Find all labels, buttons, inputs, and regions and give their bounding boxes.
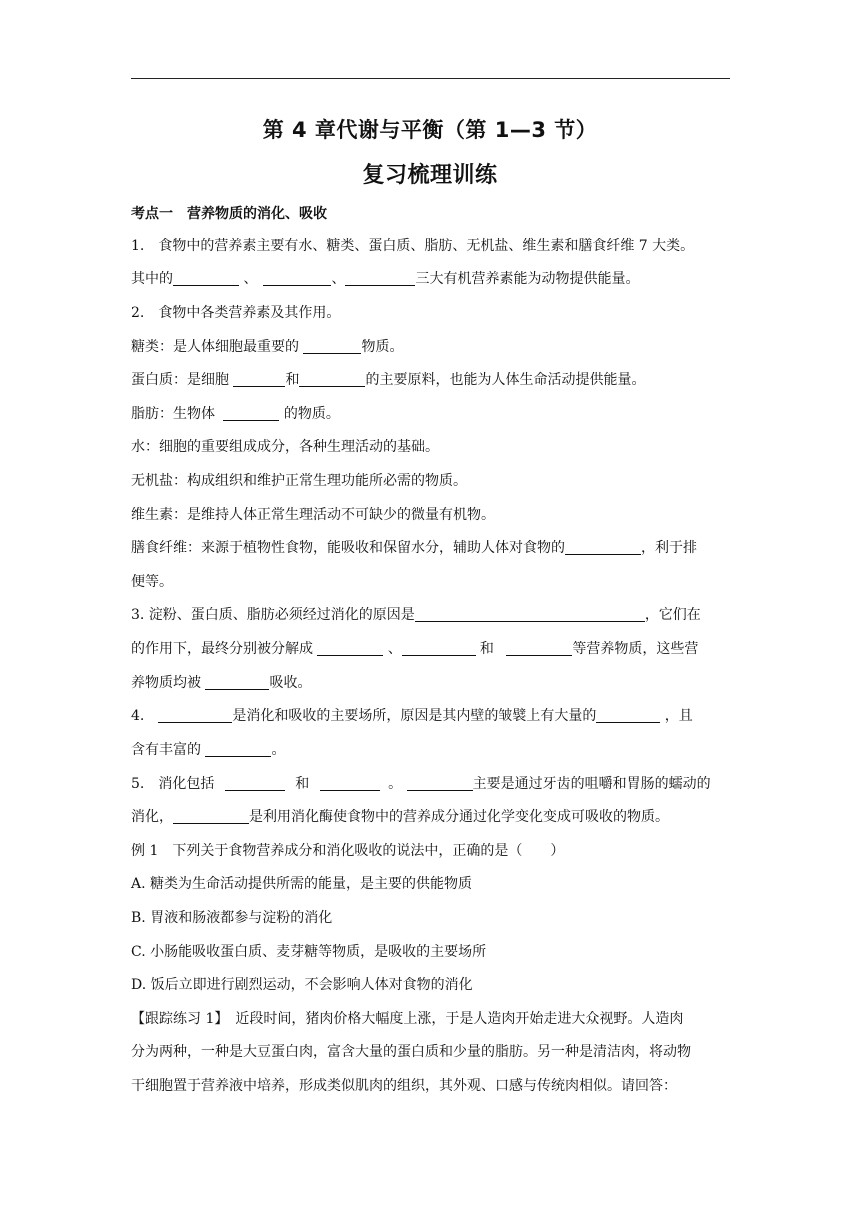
q4-line-2: 含有丰富的 。	[131, 742, 286, 758]
page-subtitle: 复习梳理训练	[362, 163, 498, 188]
fill-blank[interactable]	[173, 808, 249, 824]
q3-line-3: 养物质均被 吸收。	[131, 675, 312, 691]
fill-blank[interactable]	[225, 775, 285, 791]
fill-blank[interactable]	[173, 270, 239, 286]
fill-blank[interactable]	[233, 371, 285, 387]
q2-sugar: 糖类：是人体细胞最重要的 物质。	[131, 339, 404, 355]
fill-blank[interactable]	[303, 338, 361, 354]
q1-line-1: 1. 食物中的营养素主要有水、糖类、蛋白质、脂肪、无机盐、维生素和膳食纤维 7 大类。	[131, 238, 695, 254]
q2-mineral: 无机盐：构成组织和维护正常生理功能所必需的物质。	[131, 473, 467, 489]
fill-blank[interactable]	[565, 539, 641, 555]
q2-fiber-cont: 便等。	[131, 574, 173, 590]
q2-fat: 脂肪：生物体 的物质。	[131, 406, 340, 422]
option-c[interactable]: C. 小肠能吸收蛋白质、麦芽糖等物质，是吸收的主要场所	[131, 944, 487, 960]
q5-line-1: 5. 消化包括 和 。 主要是通过牙齿的咀嚼和胃肠的蠕动的	[131, 776, 711, 792]
q2-line-1: 2. 食物中各类营养素及其作用。	[131, 305, 341, 321]
q3-line-2: 的作用下，最终分别被分解成 、 和 等营养物质，这些营	[131, 641, 699, 657]
q2-vitamin: 维生素：是维持人体正常生理活动不可缺少的微量有机物。	[131, 507, 495, 523]
q4-line-1: 4. 是消化和吸收的主要场所，原因是其内壁的皱襞上有大量的 ，且	[131, 708, 693, 724]
fill-blank[interactable]	[345, 270, 415, 286]
fill-blank[interactable]	[158, 707, 232, 723]
q2-protein: 蛋白质：是细胞 和 的主要原料，也能为人体生命活动提供能量。	[131, 372, 646, 388]
fill-blank[interactable]	[263, 270, 331, 286]
fill-blank[interactable]	[205, 674, 269, 690]
fill-blank[interactable]	[205, 741, 271, 757]
fill-blank[interactable]	[506, 640, 572, 656]
q5-line-2: 消化， 是利用消化酶使食物中的营养成分通过化学变化变成可吸收的物质。	[131, 809, 669, 825]
q2-water: 水：细胞的重要组成成分，各种生理活动的基础。	[131, 439, 439, 455]
fill-blank[interactable]	[223, 405, 279, 421]
option-b[interactable]: B. 胃液和肠液都参与淀粉的消化	[131, 910, 333, 926]
fill-blank[interactable]	[596, 707, 660, 723]
fill-blank[interactable]	[320, 775, 380, 791]
practice-line-3: 干细胞置于营养液中培养，形成类似肌肉的组织，其外观、口感与传统肉相似。请回答：	[131, 1078, 677, 1094]
q3-line-1: 3. 淀粉、蛋白质、脂肪必须经过消化的原因是 ，它们在	[131, 607, 701, 623]
section-heading: 考点一 营养物质的消化、吸收	[131, 206, 327, 222]
example-stem: 例 1 下列关于食物营养成分和消化吸收的说法中，正确的是（ ）	[131, 843, 565, 859]
fill-blank[interactable]	[317, 640, 383, 656]
fill-blank[interactable]	[402, 640, 476, 656]
option-d[interactable]: D. 饭后立即进行剧烈运动，不会影响人体对食物的消化	[131, 977, 473, 993]
header-rule	[131, 78, 730, 79]
fill-blank[interactable]	[299, 371, 365, 387]
fill-blank[interactable]	[407, 775, 473, 791]
q2-fiber: 膳食纤维：来源于植物性食物，能吸收和保留水分，辅助人体对食物的 ，利于排	[131, 540, 697, 556]
practice-line-2: 分为两种，一种是大豆蛋白肉，富含大量的蛋白质和少量的脂肪。另一种是清洁肉，将动物	[131, 1044, 691, 1060]
option-a[interactable]: A. 糖类为生命活动提供所需的能量，是主要的供能物质	[131, 876, 473, 892]
fill-blank[interactable]	[415, 606, 645, 622]
q1-line-2: 其中的 、 、 三大有机营养素能为动物提供能量。	[131, 271, 640, 287]
practice-line-1: 【跟踪练习 1】 近段时间，猪肉价格大幅度上涨，于是人造肉开始走进大众视野。人造肉	[131, 1011, 684, 1027]
page-title: 第 4 章代谢与平衡（第 1—3 节）	[262, 118, 598, 142]
